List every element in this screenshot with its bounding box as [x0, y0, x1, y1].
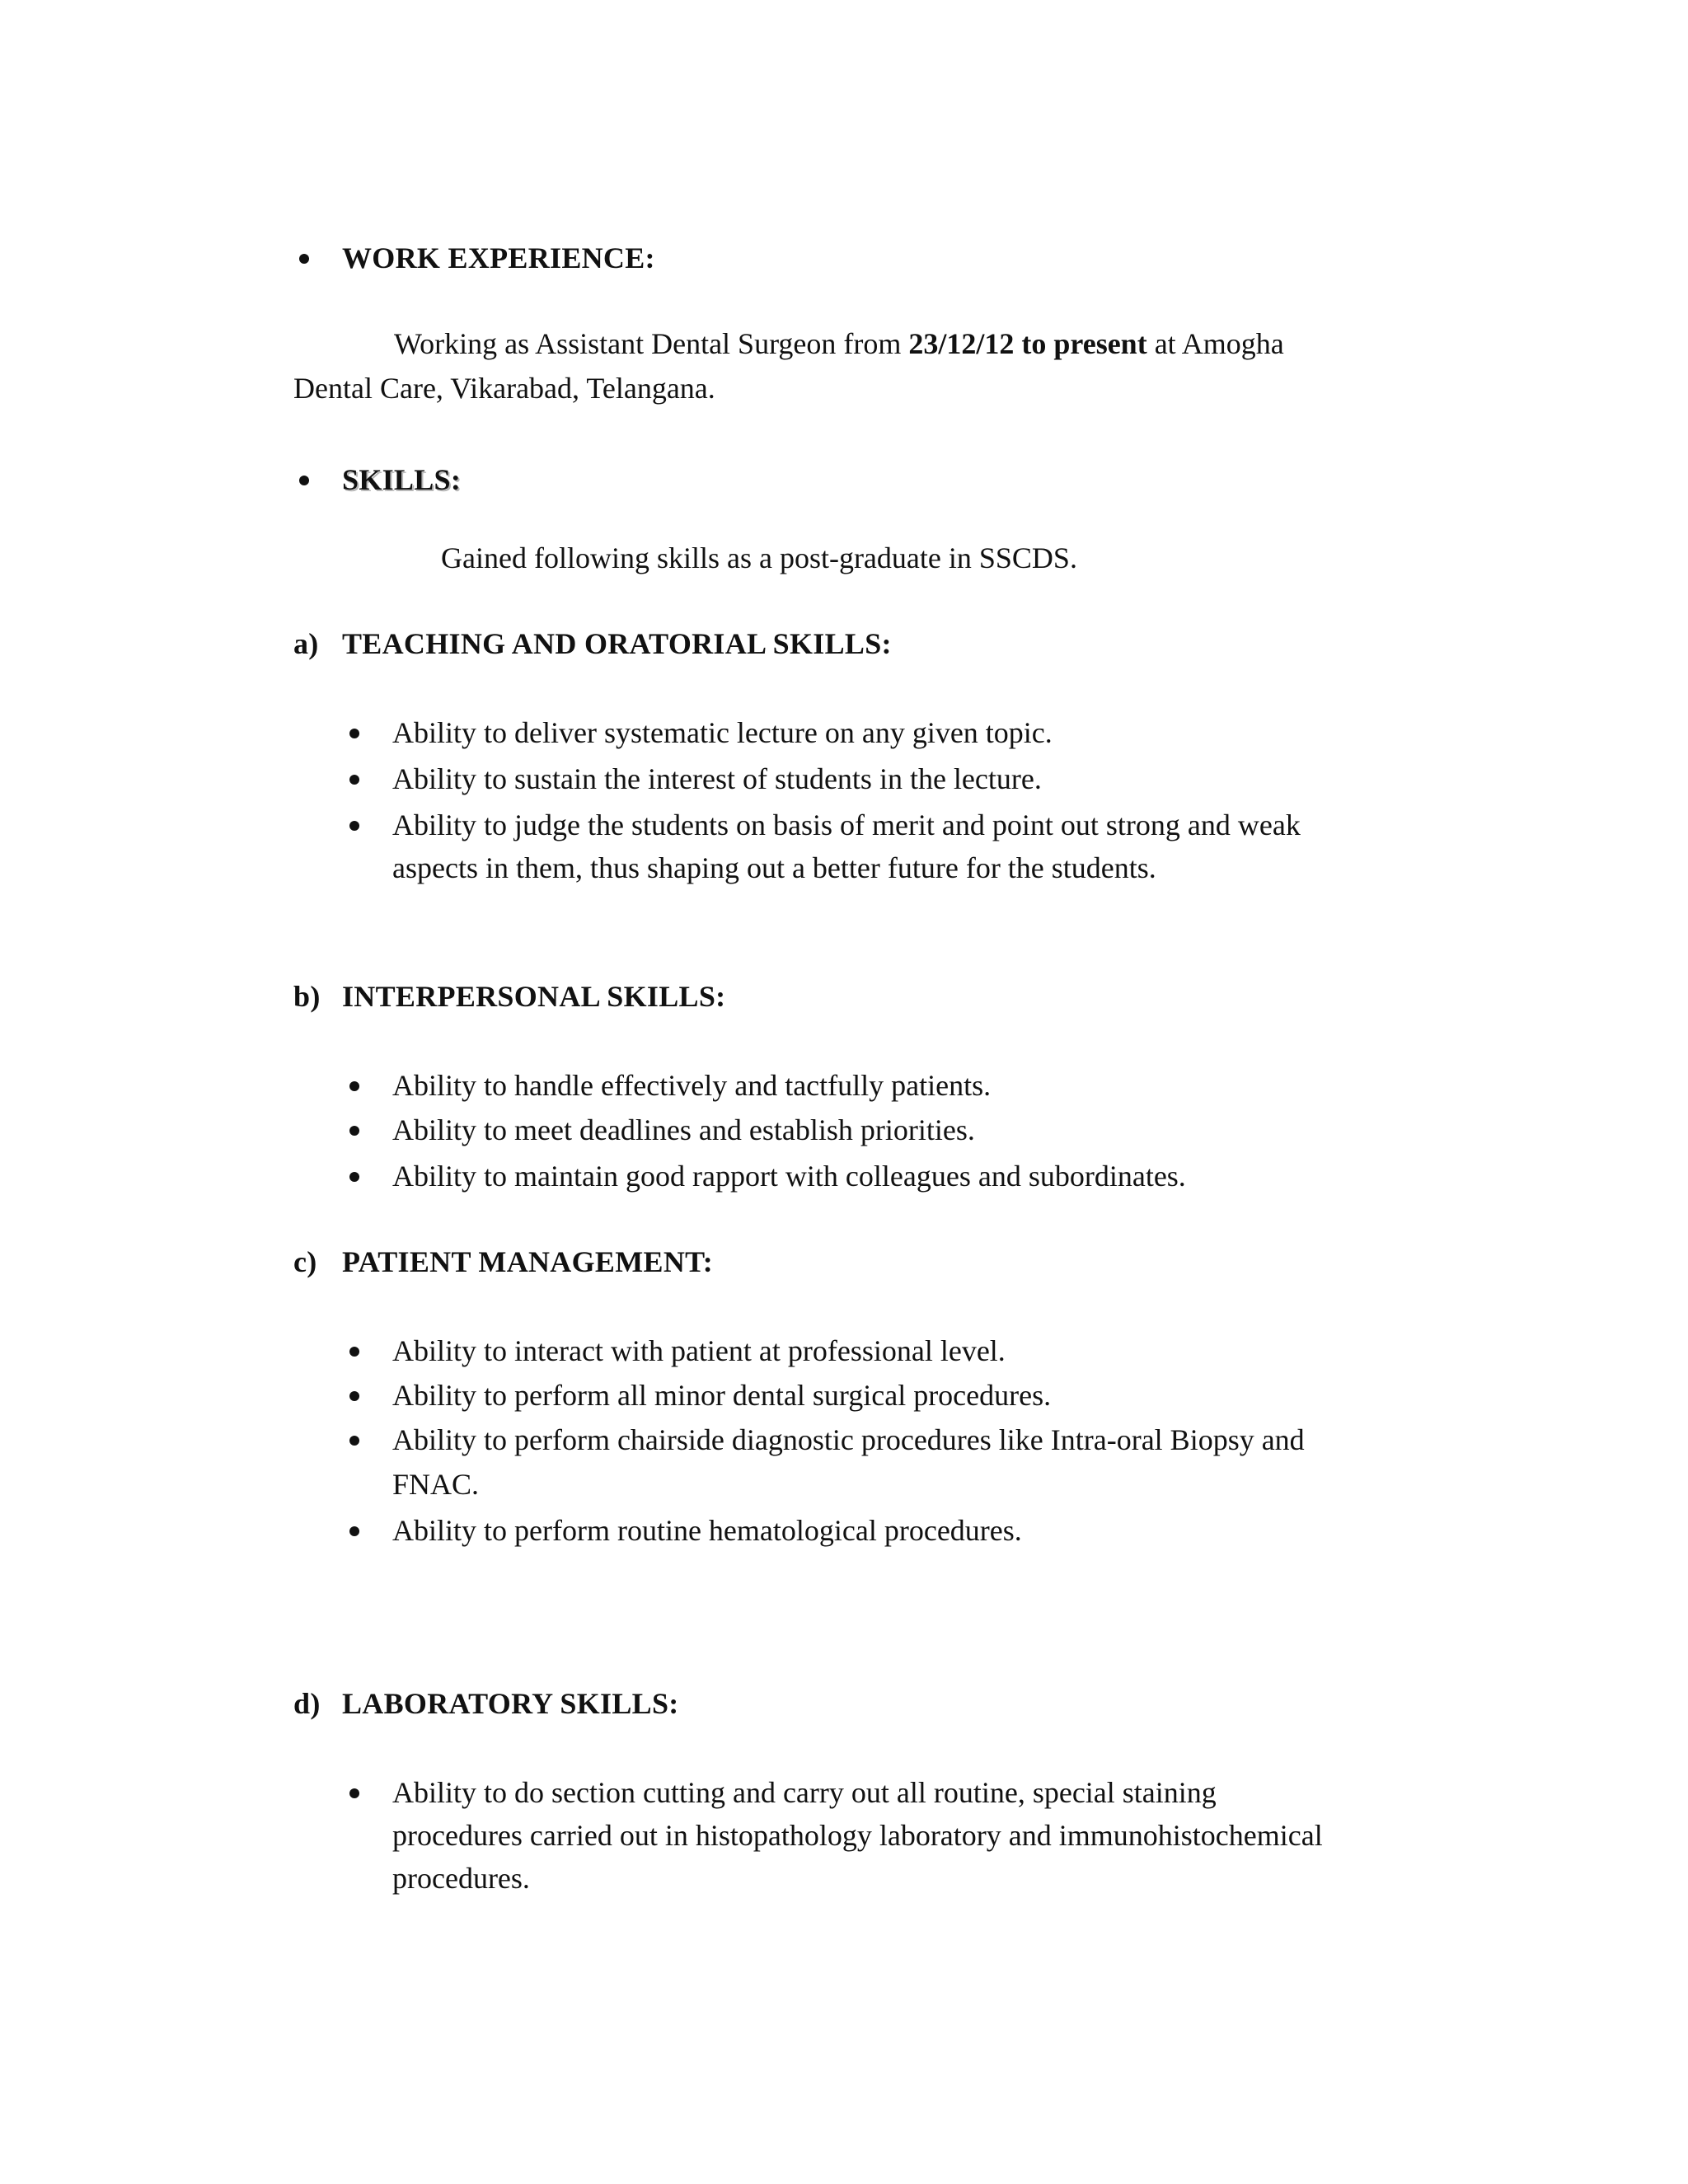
bullet-icon: [349, 775, 359, 785]
bullet-icon: [349, 1436, 359, 1446]
section-marker: a): [293, 627, 319, 660]
bullet-icon: [349, 729, 359, 738]
work-experience-text-suffix: at Amogha: [1154, 327, 1284, 360]
bullet-icon: [349, 1526, 359, 1536]
work-experience-dates: 23/12/12 to present: [908, 327, 1147, 360]
work-experience-heading: WORK EXPERIENCE:: [342, 241, 655, 274]
work-experience-line-1: [394, 326, 1284, 361]
list-item-text: Ability to deliver systematic lecture on any given topic.: [392, 716, 1053, 749]
bullet-icon: [349, 821, 359, 831]
list-item-text: procedures carried out in histopathology laboratory and immunohistochemical: [392, 1819, 1323, 1852]
bullet-icon: [349, 1172, 359, 1182]
list-item-text: Ability to judge the students on basis of merit and point out strong and weak: [392, 808, 1301, 841]
bullet-icon: [349, 1788, 359, 1798]
list-item-text: Ability to perform routine hematological procedures.: [392, 1514, 1022, 1547]
work-experience-line-2: Dental Care, Vikarabad, Telangana.: [293, 372, 715, 405]
section-title: TEACHING AND ORATORIAL SKILLS:: [342, 627, 892, 660]
list-item-text: Ability to do section cutting and carry out all routine, special staining: [392, 1776, 1217, 1809]
list-item-text: Ability to perform chairside diagnostic procedures like Intra-oral Biopsy and: [392, 1423, 1305, 1456]
skills-heading: SKILLS:: [342, 463, 462, 496]
skills-intro: Gained following skills as a post-graduate in SSCDS.: [441, 541, 1077, 574]
section-marker: d): [293, 1687, 321, 1720]
list-item-text: aspects in them, thus shaping out a better future for the students.: [392, 851, 1156, 884]
list-item-text: Ability to maintain good rapport with colleagues and subordinates.: [392, 1160, 1186, 1193]
work-experience-text: Working as Assistant Dental Surgeon from: [394, 327, 902, 360]
list-item-text: Ability to interact with patient at professional level.: [392, 1334, 1006, 1367]
list-item-text: Ability to handle effectively and tactfully patients.: [392, 1069, 992, 1102]
bullet-icon: [349, 1391, 359, 1401]
bullet-icon: [349, 1126, 359, 1136]
section-marker: c): [293, 1245, 317, 1278]
bullet-icon: [299, 254, 309, 264]
list-item-text: Ability to perform all minor dental surgical procedures.: [392, 1379, 1052, 1412]
list-item-text: Ability to sustain the interest of students in the lecture.: [392, 762, 1042, 795]
list-item-text: procedures.: [392, 1862, 530, 1895]
list-item-text: Ability to meet deadlines and establish priorities.: [392, 1113, 975, 1146]
section-title: PATIENT MANAGEMENT:: [342, 1245, 714, 1278]
bullet-icon: [299, 476, 309, 485]
section-title: LABORATORY SKILLS:: [342, 1687, 679, 1720]
list-item-text: FNAC.: [392, 1468, 480, 1501]
section-marker: b): [293, 980, 321, 1013]
bullet-icon: [349, 1081, 359, 1091]
section-title: INTERPERSONAL SKILLS:: [342, 980, 726, 1013]
bullet-icon: [349, 1347, 359, 1357]
